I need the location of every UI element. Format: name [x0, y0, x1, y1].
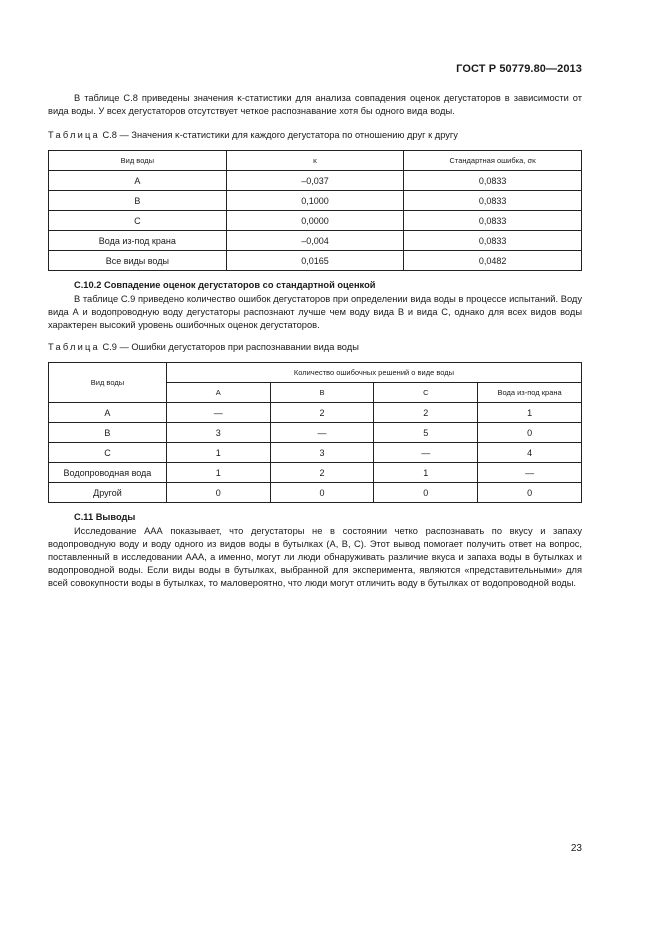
table-c8-caption: [48, 130, 458, 140]
table-cell: C: [49, 443, 167, 463]
table-c9-header-group: Количество ошибочных решений о виде воды: [166, 363, 581, 383]
table-cell: Другой: [49, 483, 167, 503]
table-cell: B: [49, 423, 167, 443]
section-c10-2-paragraph: [48, 293, 582, 332]
table-c8-header-error: Стандартная ошибка, σκ: [404, 151, 582, 171]
table-c8-header-row: [49, 151, 582, 171]
table-cell: 1: [478, 403, 582, 423]
page-number: 23: [570, 843, 582, 854]
table-cell: —: [374, 443, 478, 463]
table-row: [49, 403, 582, 423]
table-c8-header-type: Вид воды: [49, 151, 227, 171]
table-cell: B: [49, 191, 227, 211]
table-c9-caption-word: Таблица: [48, 342, 100, 352]
table-row: [49, 191, 582, 211]
intro-paragraph: [48, 92, 582, 118]
table-c9-header-type: Вид воды: [49, 363, 167, 403]
table-cell: 0: [478, 483, 582, 503]
table-cell: 1: [166, 443, 270, 463]
table-cell: 0,0833: [404, 191, 582, 211]
table-c8-header-kappa: κ: [226, 151, 404, 171]
section-c11-paragraph-text: Исследование ААА показывает, что дегустаторы не в состоянии четко распознавать по вкусу и запаху водопроводную воду и воду одного из видов воды в бутылках (А, В, С). Этот вывод помогает получить ответ на вопрос, поставленный в исследовании ААА, а именно, могут ли люди обнаруживать различие вкуса и запаха воды в бутылках и водопроводной воды. Если виды воды в бутылках, выбранной для эксперимента, являются «представительными» для всей совокупности воды в бутылках, то маловероятно, что люди могут отличить воду в бутылках от водопроводной воды.: [48, 526, 582, 588]
table-cell: –0,037: [226, 171, 404, 191]
table-cell: 0: [478, 423, 582, 443]
table-cell: 2: [374, 403, 478, 423]
table-row: [49, 231, 582, 251]
table-row: [49, 443, 582, 463]
table-row: [49, 211, 582, 231]
table-cell: 0,0165: [226, 251, 404, 271]
table-c8: [48, 150, 582, 271]
section-c11-paragraph: [48, 525, 582, 590]
table-cell: Все виды воды: [49, 251, 227, 271]
table-cell: Водопроводная вода: [49, 463, 167, 483]
table-cell: 0: [270, 483, 374, 503]
table-cell: C: [49, 211, 227, 231]
table-cell: 0,1000: [226, 191, 404, 211]
intro-paragraph-text: В таблице С.8 приведены значения κ-статистики для анализа совпадения оценок дегустаторов в зависимости от вида воды. У всех дегустаторов отсутствует четкое распознавание хотя бы одного вида воды.: [48, 93, 582, 116]
table-cell: 5: [374, 423, 478, 443]
table-c9-column-a: A: [166, 383, 270, 403]
table-cell: 0,0482: [404, 251, 582, 271]
table-cell: 1: [374, 463, 478, 483]
table-cell: A: [49, 403, 167, 423]
table-cell: —: [478, 463, 582, 483]
table-cell: A: [49, 171, 227, 191]
table-row: [49, 483, 582, 503]
table-c9-caption: [48, 342, 359, 352]
table-c8-caption-word: Таблица: [48, 130, 100, 140]
table-c9-column-c: C: [374, 383, 478, 403]
section-c10-2-heading: С.10.2 Совпадение оценок дегустаторов со стандартной оценкой: [74, 280, 376, 290]
table-row: [49, 171, 582, 191]
table-row: [49, 423, 582, 443]
table-cell: 2: [270, 403, 374, 423]
section-c11-heading: С.11 Выводы: [74, 512, 136, 522]
section-c10-2-paragraph-text: В таблице С.9 приведено количество ошибок дегустаторов при определении вида воды в процессе испытаний. Воду вида А и водопроводную воду дегустаторы распознают лучше чем воду вида В и вида С, однако для всех видов воды характерен высокий уровень ошибочных оценок дегустаторов.: [48, 294, 582, 330]
table-cell: —: [270, 423, 374, 443]
document-standard-number: ГОСТ Р 50779.80—2013: [456, 63, 582, 75]
table-cell: 3: [270, 443, 374, 463]
table-c9-header-row: [49, 363, 582, 383]
table-cell: –0,004: [226, 231, 404, 251]
table-row: [49, 463, 582, 483]
table-row: [49, 251, 582, 271]
table-cell: 2: [270, 463, 374, 483]
table-c9-column-b: B: [270, 383, 374, 403]
table-cell: 0,0833: [404, 231, 582, 251]
table-cell: 1: [166, 463, 270, 483]
table-cell: —: [166, 403, 270, 423]
table-cell: 3: [166, 423, 270, 443]
table-c9-column-tap: Вода из-под крана: [478, 383, 582, 403]
table-cell: 0: [166, 483, 270, 503]
table-cell: 4: [478, 443, 582, 463]
table-cell: 0: [374, 483, 478, 503]
table-cell: 0,0833: [404, 171, 582, 191]
table-c9: [48, 362, 582, 503]
table-c9-caption-text: С.9 — Ошибки дегустаторов при распознавании вида воды: [102, 342, 359, 352]
table-cell: 0,0833: [404, 211, 582, 231]
table-c8-caption-text: С.8 — Значения κ-статистики для каждого дегустатора по отношению друг к другу: [102, 130, 458, 140]
table-cell: 0,0000: [226, 211, 404, 231]
table-cell: Вода из-под крана: [49, 231, 227, 251]
